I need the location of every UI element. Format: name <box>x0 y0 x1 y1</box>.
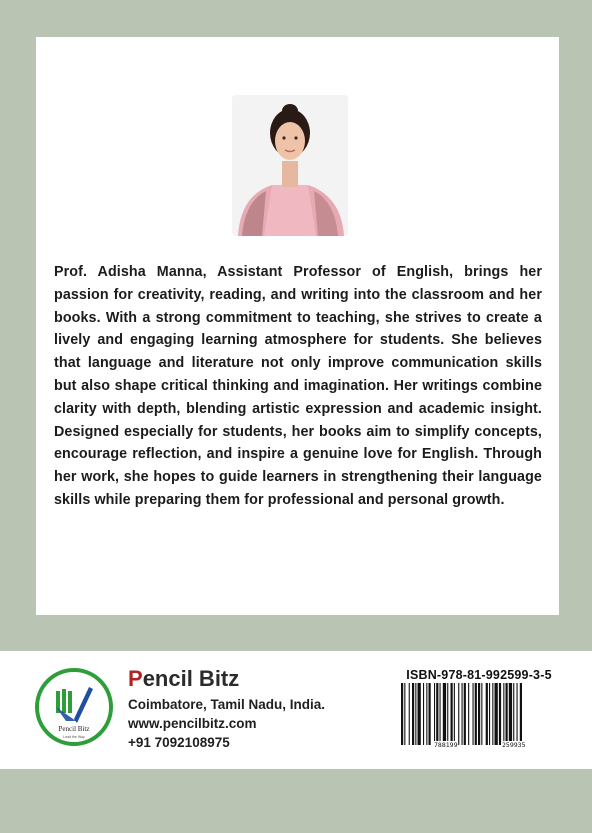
publisher-name-rest: encil Bitz <box>142 666 240 691</box>
author-photo <box>232 95 348 236</box>
isbn-label: ISBN-978-81-992599-3-5 <box>406 668 552 682</box>
back-cover-card <box>36 37 559 615</box>
barcode-digits-right: 259935 <box>502 741 526 749</box>
pencil-bitz-logo-icon <box>34 667 114 747</box>
isbn-barcode-block <box>397 667 561 753</box>
publisher-website: www.pencilbitz.com <box>128 716 257 731</box>
author-portrait-image <box>232 95 348 236</box>
author-bio: Prof. Adisha Manna, Assistant Professor of English, brings her passion for creativity, reading, and writing into the classroom and her books. With a strong commitment to teaching, she strives to create a lively and engaging learning atmosphere for students. She believes that language and literature not only improve communication skills but also shape critical thinking and imagination. Her writings combine clarity with depth, blending artistic expression and academic insight. Designed especially for students, her books aim to simplify concepts, encourage reflection, and inspire a genuine love for English. Through her work, she hopes to guide learners in strengthening their language skills while preparing them for professional and personal growth. <box>54 264 542 508</box>
barcode-icon <box>399 683 559 745</box>
publisher-phone: +91 7092108975 <box>128 735 230 750</box>
publisher-name-initial: P <box>128 666 143 691</box>
publisher-info <box>128 663 325 752</box>
publisher-location: Coimbatore, Tamil Nadu, India. <box>128 697 326 712</box>
logo-text: Pencil Bitz <box>58 725 90 733</box>
publisher-name <box>128 663 325 695</box>
publisher-band <box>0 651 592 769</box>
barcode-digits-left: 788199 <box>434 741 458 749</box>
logo-tagline: Lead the Way <box>63 735 85 739</box>
